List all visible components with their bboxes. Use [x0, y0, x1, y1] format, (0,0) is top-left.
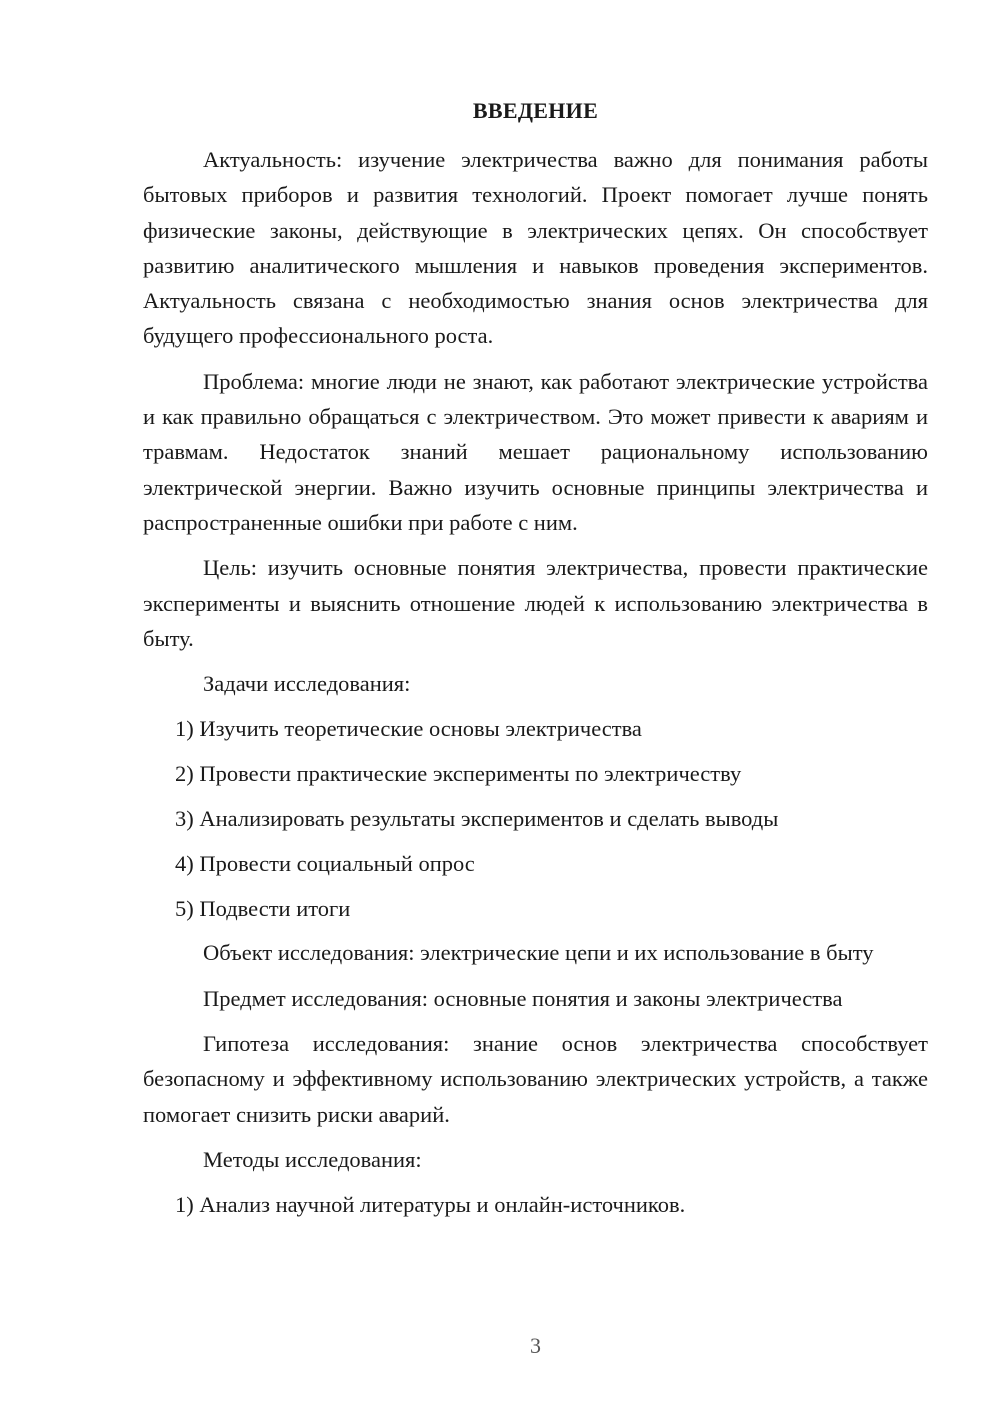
- methods-heading: Методы исследования:: [203, 1146, 422, 1172]
- problem-paragraph: Проблема: многие люди не знают, как работают электрические устройства и как правильно обращаться с электричеством. Это может привести к авариям и травмам. Недостаток знаний мешает рациональному использованию электрической энергии. Важно изучить основные принципы электричества и распространенные ошибки при работе с ним.: [143, 368, 928, 535]
- task-item-1: 1) Изучить теоретические основы электричества: [175, 716, 642, 742]
- document-page: [143, 0, 928, 1414]
- section-title: ВВЕДЕНИЕ: [472, 98, 599, 123]
- task-item-4: 4) Провести социальный опрос: [175, 850, 475, 876]
- task-item-5: 5) Подвести итоги: [175, 895, 351, 921]
- page-number: 3: [530, 1333, 541, 1358]
- hypothesis-paragraph: Гипотеза исследования: знание основ электричества способствует безопасному и эффективному использованию электрических устройств, а также помогает снизить риски аварий.: [143, 1031, 928, 1127]
- document-body: [143, 142, 928, 1232]
- tasks-heading: Задачи исследования:: [203, 671, 411, 697]
- task-item-2: 2) Провести практические эксперименты по электричеству: [175, 761, 742, 787]
- subject-paragraph: Предмет исследования: основные понятия и законы электричества: [203, 985, 843, 1011]
- task-item-3: 3) Анализировать результаты экспериментов и сделать выводы: [175, 806, 779, 832]
- relevance-paragraph: Актуальность: изучение электричества важно для понимания работы бытовых приборов и развития технологий. Проект помогает лучше понять физические законы, действующие в электрических цепях. Он способствует развитию аналитического мышления и навыков проведения экспериментов. Актуальность связана с необходимостью знания основ электричества для будущего профессионального роста.: [143, 147, 928, 349]
- object-paragraph: Объект исследования: электрические цепи и их использование в быту: [203, 940, 874, 966]
- goal-paragraph: Цель: изучить основные понятия электричества, провести практические эксперименты и выяснить отношение людей к использованию электричества в быту.: [143, 555, 928, 651]
- method-item-1: 1) Анализ научной литературы и онлайн-источников.: [175, 1192, 686, 1218]
